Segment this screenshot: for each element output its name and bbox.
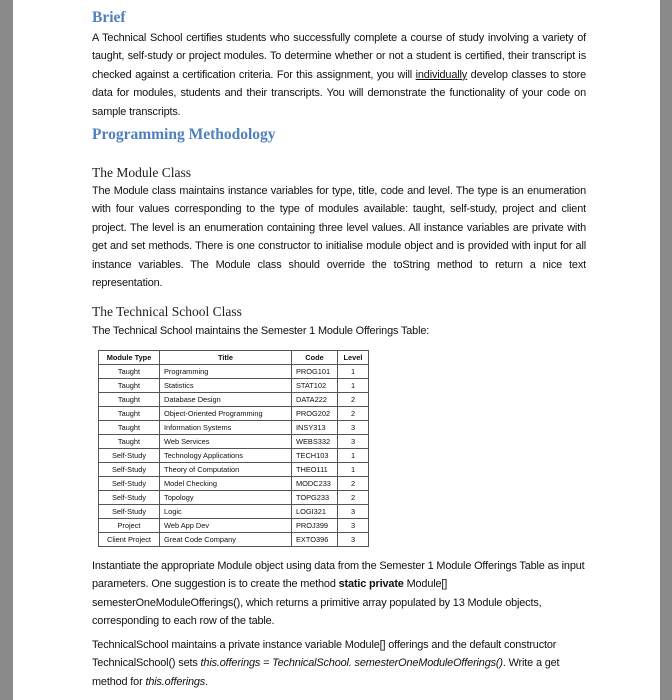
cell-title: Web Services <box>160 435 292 449</box>
cell-title: Topology <box>160 491 292 505</box>
school-class-paragraph: The Technical School maintains the Semester 1 Module Offerings Table: <box>92 325 430 337</box>
cell-module-type: Project <box>99 519 160 533</box>
table-row <box>99 379 369 393</box>
cell-title: Theory of Computation <box>160 463 292 477</box>
cell-level: 2 <box>338 477 369 491</box>
table-row <box>99 435 369 449</box>
offerings-code: this.offerings = TechnicalSchool. semesterOneModuleOfferings() <box>200 657 503 670</box>
cell-level: 3 <box>338 519 369 533</box>
offerings-text: TechnicalSchool maintains a private instance variable Module[] offerings and the default constructor TechnicalSchool() sets <box>92 639 557 670</box>
cell-code: TECH103 <box>292 449 338 463</box>
offerings-text-2: . Write a get method for <box>92 657 560 688</box>
cell-title: Programming <box>160 365 292 379</box>
cell-code: DATA222 <box>292 393 338 407</box>
header-level: Level <box>338 351 369 365</box>
cell-title: Technology Applications <box>160 449 292 463</box>
table-row <box>99 449 369 463</box>
cell-code: MODC233 <box>292 477 338 491</box>
offerings-var: this.offerings <box>145 675 206 688</box>
table-row <box>99 421 369 435</box>
cell-code: LOGI321 <box>292 505 338 519</box>
methodology-heading: Programming Methodology <box>92 126 276 143</box>
table-row <box>99 533 369 547</box>
cell-level: 3 <box>338 533 369 547</box>
table-row <box>99 477 369 491</box>
table-row <box>99 393 369 407</box>
table-row <box>99 407 369 421</box>
school-class-heading: The Technical School Class <box>92 304 242 319</box>
cell-level: 3 <box>338 421 369 435</box>
header-title: Title <box>160 351 292 365</box>
cell-title: Statistics <box>160 379 292 393</box>
cell-code: STAT102 <box>292 379 338 393</box>
table-row <box>99 519 369 533</box>
cell-code: PROG202 <box>292 407 338 421</box>
cell-title: Information Systems <box>160 421 292 435</box>
table-row <box>99 505 369 519</box>
cell-module-type: Taught <box>99 365 160 379</box>
brief-text-after: develop classes to store data for modules, students and their transcripts. You will demonstrate the functionality of your code on sample transcripts. <box>92 68 586 118</box>
instantiate-bold: static private <box>338 578 404 591</box>
cell-level: 3 <box>338 435 369 449</box>
cell-module-type: Self-Study <box>99 505 160 519</box>
cell-title: Database Design <box>160 393 292 407</box>
cell-module-type: Self-Study <box>99 477 160 491</box>
module-class-paragraph: The Module class maintains instance variables for type, title, code and level. The type is an enumeration with four values corresponding to the type of modules available: taught, self-study, project and client project. The level is an enumeration containing three level values. All instance variables are private with get and set methods. There is one constructor to initialise module object and is provided with input for all instance variables. The Module class should override the toString method to return a nice text representation. <box>92 185 586 290</box>
cell-module-type: Taught <box>99 421 160 435</box>
cell-title: Logic <box>160 505 292 519</box>
module-class-heading: The Module Class <box>92 165 191 180</box>
cell-level: 1 <box>338 379 369 393</box>
cell-level: 1 <box>338 463 369 477</box>
cell-title: Great Code Company <box>160 533 292 547</box>
cell-module-type: Self-Study <box>99 449 160 463</box>
cell-title: Object-Oriented Programming <box>160 407 292 421</box>
cell-code: EXTO396 <box>292 533 338 547</box>
cell-title: Model Checking <box>160 477 292 491</box>
offerings-paragraph <box>92 636 586 691</box>
table-row <box>99 365 369 379</box>
header-code: Code <box>292 351 338 365</box>
module-offerings-table <box>98 350 369 547</box>
table-row <box>99 463 369 477</box>
cell-code: PROJ399 <box>292 519 338 533</box>
cell-level: 1 <box>338 365 369 379</box>
cell-title: Web App Dev <box>160 519 292 533</box>
cell-level: 2 <box>338 407 369 421</box>
offerings-text-3: . <box>205 675 208 688</box>
cell-module-type: Taught <box>99 407 160 421</box>
instantiate-paragraph <box>92 557 586 631</box>
cell-level: 2 <box>338 393 369 407</box>
document-page <box>13 0 660 700</box>
header-module-type: Module Type <box>99 351 160 365</box>
brief-underlined: individually <box>415 68 468 81</box>
cell-code: TOPG233 <box>292 491 338 505</box>
cell-module-type: Taught <box>99 379 160 393</box>
cell-code: THEO111 <box>292 463 338 477</box>
brief-paragraph <box>92 29 586 121</box>
cell-level: 2 <box>338 491 369 505</box>
cell-code: INSY313 <box>292 421 338 435</box>
instantiate-text: Instantiate the appropriate Module object using data from the Semester 1 Module Offerings Table as input parameters. One suggestion is to create the method <box>92 560 585 591</box>
cell-level: 3 <box>338 505 369 519</box>
cell-module-type: Taught <box>99 393 160 407</box>
instantiate-text-2: Module[] semesterOneModuleOfferings(), which returns a primitive array populated by 13 Module objects, corresponding to each row of the table. <box>92 578 542 628</box>
cell-code: WEBS332 <box>292 435 338 449</box>
cell-module-type: Client Project <box>99 533 160 547</box>
table-row <box>99 491 369 505</box>
cell-code: PROG101 <box>292 365 338 379</box>
table-header-row <box>99 351 369 365</box>
brief-heading: Brief <box>92 9 126 26</box>
cell-module-type: Self-Study <box>99 463 160 477</box>
cell-module-type: Taught <box>99 435 160 449</box>
cell-level: 1 <box>338 449 369 463</box>
cell-module-type: Self-Study <box>99 491 160 505</box>
brief-text: A Technical School certifies students who successfully complete a course of study involving a variety of taught, self-study or project modules. To determine whether or not a student is certified, their transcript is checked against a certification criteria. For this assignment, you will <box>92 32 586 81</box>
